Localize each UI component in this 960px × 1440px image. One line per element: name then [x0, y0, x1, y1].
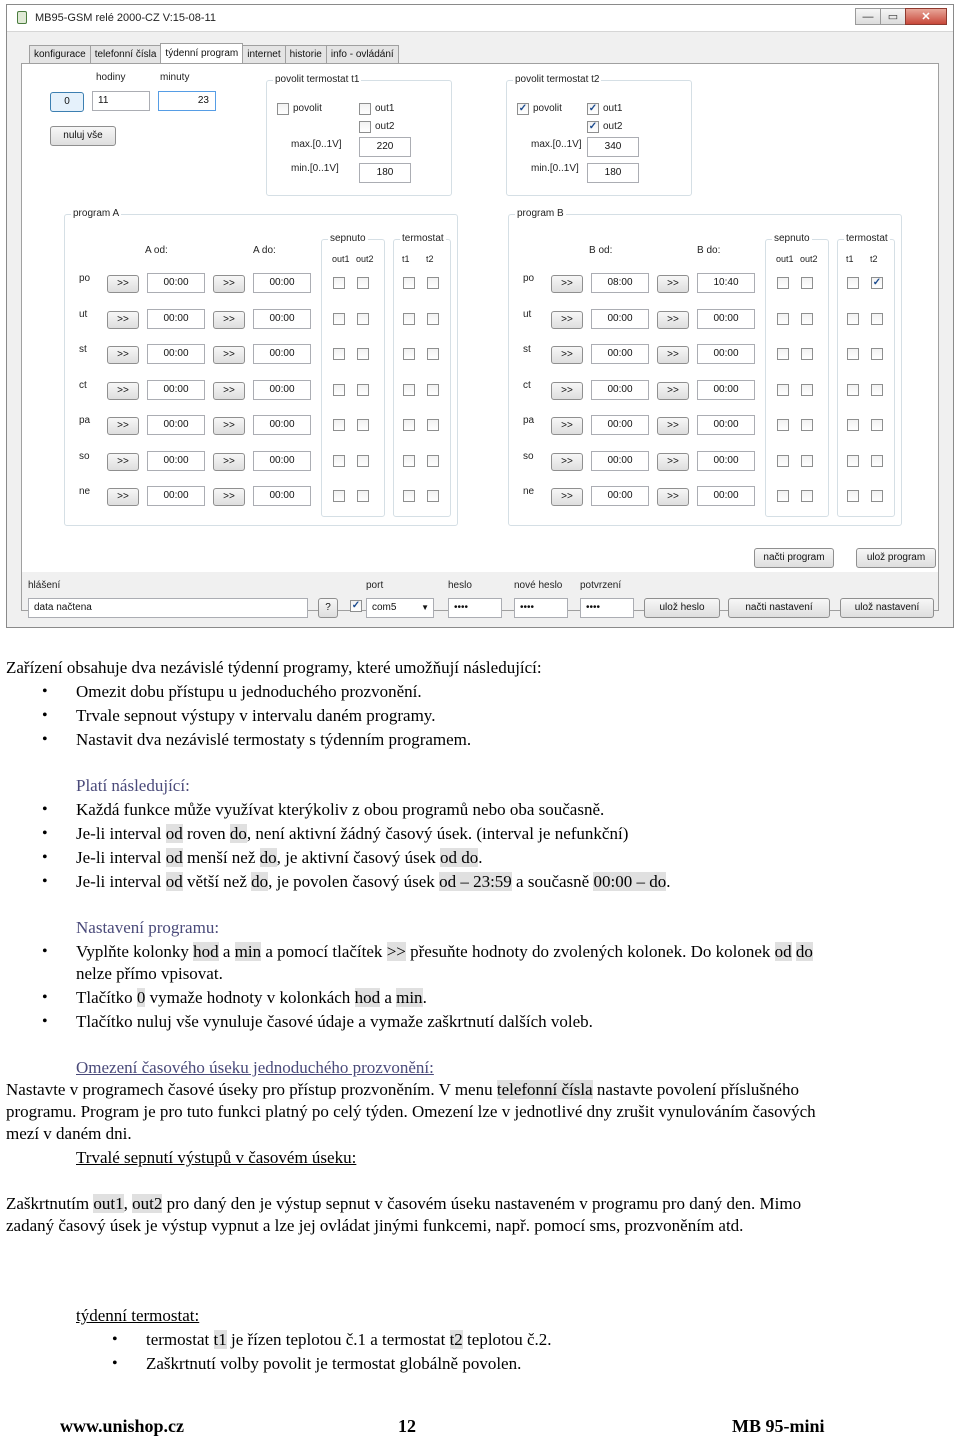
thermostat-t2-min-input[interactable]: 180 [587, 163, 639, 183]
program-a-o2-checkbox[interactable] [357, 455, 369, 467]
tab-strip [29, 43, 398, 63]
program-b-termostat-title: termostat [846, 233, 888, 244]
window-title: MB95-GSM relé 2000-CZ V:15-08-11 [35, 12, 216, 24]
program-b-t1-checkbox[interactable] [847, 455, 859, 467]
program-b-from-input[interactable]: 00:00 [591, 415, 649, 435]
program-a-day-label: so [79, 450, 90, 462]
program-a-out2-col: out2 [356, 254, 374, 264]
program-a-from-input[interactable]: 00:00 [147, 486, 205, 506]
program-a-sepnuto-title: sepnuto [330, 233, 366, 244]
program-b-t1-checkbox[interactable] [847, 419, 859, 431]
thermostat-t2-out1-checkbox[interactable]: ✓ [588, 103, 598, 114]
program-b-from-transfer-button[interactable]: >> [551, 311, 583, 329]
program-a-t2-checkbox[interactable] [427, 490, 439, 502]
minuty-input[interactable]: 23 [158, 91, 216, 111]
nove-heslo-input[interactable]: •••• [514, 598, 568, 618]
program-b-from-transfer-button[interactable]: >> [551, 346, 583, 364]
minimize-button[interactable]: — [855, 8, 881, 25]
thermostat-t2-enable-checkbox[interactable]: ✓ [518, 103, 528, 114]
load-program-button[interactable]: načti program [754, 548, 834, 568]
program-b-from-label: B od: [589, 245, 613, 256]
thermostat-t2-title: povolit termostat t2 [515, 74, 600, 85]
nastaveni-item-1: • Vyplňte kolonky hod a min a pomocí tlačítek >> přesuňte hodnoty do zvolených kolonek. Do kolonek od do [76, 940, 813, 964]
program-a-group [64, 208, 458, 526]
thermostat-t1-title: povolit termostat t1 [275, 74, 360, 85]
program-b-from-transfer-button[interactable]: >> [551, 453, 583, 471]
program-b-out1-col: out1 [776, 254, 794, 264]
program-b-sepnuto-title: sepnuto [774, 233, 810, 244]
program-a-o1-checkbox[interactable] [333, 348, 345, 360]
app-window [6, 4, 954, 628]
zero-button[interactable]: 0 [50, 92, 84, 112]
nastaveni-heading: Nastavení programu: [76, 918, 220, 937]
trvale-line-2: zadaný časový úsek je výstup vypnut a lze jej ovládat jinými funkcemi, např. pomocí sms, prozvoněním atd. [6, 1216, 744, 1235]
program-b-t2-checkbox[interactable] [871, 384, 883, 396]
thermostat-t2-max-label: max.[0..1V] [531, 139, 582, 150]
program-b-to-input[interactable]: 00:00 [697, 380, 755, 400]
program-a-o2-checkbox[interactable] [357, 490, 369, 502]
program-b-t2-checkbox[interactable] [871, 313, 883, 325]
program-b-from-transfer-button[interactable]: >> [551, 417, 583, 435]
program-a-from-transfer-button[interactable]: >> [107, 382, 139, 400]
omezeni-heading: Omezení časového úseku jednoduchého prozvonění: [76, 1058, 434, 1077]
program-b-day-label: ut [523, 308, 532, 320]
program-a-t1-checkbox[interactable] [403, 384, 415, 396]
program-a-t1-checkbox[interactable] [403, 277, 415, 289]
program-a-t2-checkbox[interactable] [427, 277, 439, 289]
nastaveni-item-3: • Tlačítko nuluj vše vynuluje časové údaje a vymaže zaškrtnutí dalších voleb. [76, 1010, 593, 1034]
program-a-o2-checkbox[interactable] [357, 419, 369, 431]
heslo-input[interactable]: •••• [448, 598, 502, 618]
program-a-to-input[interactable]: 00:00 [253, 344, 311, 364]
program-a-from-transfer-button[interactable]: >> [107, 453, 139, 471]
program-b-to-transfer-button[interactable]: >> [657, 311, 689, 329]
program-a-to-transfer-button[interactable]: >> [213, 382, 245, 400]
program-b-o1-checkbox[interactable] [777, 277, 789, 289]
program-b-from-input[interactable]: 00:00 [591, 486, 649, 506]
program-b-to-transfer-button[interactable]: >> [657, 417, 689, 435]
program-b-to-input[interactable]: 10:40 [697, 273, 755, 293]
plati-heading: Platí následující: [76, 776, 190, 795]
plati-item-4: • Je-li interval od větší než do, je povolen časový úsek od – 23:59 a současně 00:00 – do. [76, 870, 670, 894]
tab-tydenni-program[interactable]: týdenní program [160, 43, 243, 63]
program-b-from-input[interactable]: 00:00 [591, 309, 649, 329]
program-a-day-label: ct [79, 379, 87, 391]
tab-info-ovladani[interactable]: info - ovládání [326, 45, 399, 63]
program-b-o2-checkbox[interactable] [801, 313, 813, 325]
thermostat-t2-min-label: min.[0..1V] [531, 163, 579, 174]
program-b-o2-checkbox[interactable] [801, 490, 813, 502]
program-a-t2-checkbox[interactable] [427, 384, 439, 396]
program-b-group [508, 208, 902, 526]
program-b-day-label: ne [523, 486, 535, 497]
program-b-to-input[interactable]: 00:00 [697, 486, 755, 506]
program-b-from-input[interactable]: 00:00 [591, 380, 649, 400]
program-b-o2-checkbox[interactable] [801, 419, 813, 431]
program-a-to-transfer-button[interactable]: >> [213, 275, 245, 293]
program-b-from-input[interactable]: 00:00 [591, 451, 649, 471]
program-b-t2-checkbox[interactable] [871, 490, 883, 502]
hlaseni-field: data načtena [28, 598, 308, 618]
program-a-to-input[interactable]: 00:00 [253, 486, 311, 506]
program-b-from-transfer-button[interactable]: >> [551, 382, 583, 400]
program-b-t1-checkbox[interactable] [847, 490, 859, 502]
program-a-to-input[interactable]: 00:00 [253, 415, 311, 435]
program-a-t1-checkbox[interactable] [403, 419, 415, 431]
program-a-t2-checkbox[interactable] [427, 419, 439, 431]
thermostat-t2-enable-label: povolit [533, 103, 562, 114]
nove-heslo-label: nové heslo [514, 580, 563, 591]
program-b-to-transfer-button[interactable]: >> [657, 382, 689, 400]
port-select[interactable] [366, 598, 434, 618]
footer-product: MB 95-mini [732, 1416, 825, 1436]
weekly-program-page [21, 63, 939, 611]
thermostat-t2-out2-label: out2 [603, 121, 623, 132]
thermostat-t1-max-label: max.[0..1V] [291, 139, 342, 150]
program-b-o2-checkbox[interactable] [801, 384, 813, 396]
help-button[interactable]: ? [318, 598, 338, 618]
program-a-o1-checkbox[interactable] [333, 313, 345, 325]
tab-historie[interactable]: historie [285, 45, 327, 63]
thermostat-t2-max-input[interactable]: 340 [587, 137, 639, 157]
program-a-o2-checkbox[interactable] [357, 277, 369, 289]
program-a-t2-col: t2 [426, 254, 434, 264]
program-b-title: program B [517, 208, 564, 219]
program-b-from-transfer-button[interactable]: >> [551, 488, 583, 506]
program-a-title: program A [73, 208, 120, 219]
thermostat-t2-out2-checkbox[interactable]: ✓ [588, 121, 598, 132]
program-a-from-input[interactable]: 00:00 [147, 415, 205, 435]
program-b-to-transfer-button[interactable]: >> [657, 346, 689, 364]
program-b-t1-col: t1 [846, 254, 854, 264]
program-a-from-input[interactable]: 00:00 [147, 380, 205, 400]
thermostat-t1-enable-checkbox[interactable] [277, 103, 289, 115]
program-a-o1-checkbox[interactable] [333, 455, 345, 467]
program-b-to-input[interactable]: 00:00 [697, 344, 755, 364]
program-a-from-input[interactable]: 00:00 [147, 273, 205, 293]
program-a-o1-checkbox[interactable] [333, 384, 345, 396]
program-a-day-label: ne [79, 486, 91, 497]
plati-item-3: • Je-li interval od menší než do, je aktivní časový úsek od do. [76, 846, 483, 870]
program-b-out2-col: out2 [800, 254, 818, 264]
program-a-from-input[interactable]: 00:00 [147, 451, 205, 471]
program-b-o1-checkbox[interactable] [777, 348, 789, 360]
program-b-t1-checkbox[interactable] [847, 384, 859, 396]
program-a-to-transfer-button[interactable]: >> [213, 488, 245, 506]
plati-item-1: • Každá funkce může využívat kterýkoliv z obou programů nebo oba současně. [76, 798, 604, 822]
intro-text: Zařízení obsahuje dva nezávislé týdenní programy, které umožňují následující: [6, 658, 542, 677]
program-a-to-label: A do: [253, 245, 276, 256]
program-b-day-label: po [523, 273, 535, 284]
close-button[interactable]: ✕ [905, 8, 947, 25]
port-label: port [366, 580, 384, 591]
program-b-to-transfer-button[interactable]: >> [657, 275, 689, 293]
omezeni-line-3: mezí v daném dni. [6, 1124, 132, 1143]
maximize-button[interactable]: ▭ [880, 8, 906, 25]
heslo-label: heslo [448, 580, 472, 591]
nastaveni-item-1-cont: nelze přímo vpisovat. [76, 964, 223, 983]
trvale-heading: Trvalé sepnutí výstupů v časovém úseku: [76, 1148, 357, 1167]
omezeni-line-1: Nastavte v programech časové úseky pro přístup prozvoněním. V menu telefonní čísla nastavte povolení příslušného [6, 1080, 799, 1099]
program-a-from-transfer-button[interactable]: >> [107, 488, 139, 506]
program-a-to-transfer-button[interactable]: >> [213, 311, 245, 329]
program-b-day-label: ct [523, 379, 531, 391]
program-a-to-transfer-button[interactable]: >> [213, 417, 245, 435]
program-a-t1-checkbox[interactable] [403, 455, 415, 467]
program-a-t2-checkbox[interactable] [427, 455, 439, 467]
program-a-sepnuto-group [321, 233, 385, 517]
program-b-sepnuto-group [765, 233, 829, 517]
program-a-termostat-title: termostat [402, 233, 444, 244]
program-b-t2-checkbox[interactable]: ✓ [872, 277, 882, 288]
potvrzeni-input[interactable]: •••• [580, 598, 634, 618]
termostat-heading: týdenní termostat: [76, 1306, 200, 1325]
trvale-line-1: Zaškrtnutím out1, out2 pro daný den je výstup sepnut v časovém úseku nastaveném v programu pro daný den. Mimo [6, 1194, 802, 1213]
save-password-button[interactable]: ulož heslo [644, 598, 720, 618]
program-a-o1-checkbox[interactable] [333, 419, 345, 431]
chevron-down-icon: ▼ [421, 603, 429, 612]
program-b-o1-checkbox[interactable] [777, 313, 789, 325]
tab-internet[interactable]: internet [242, 45, 285, 63]
program-b-o1-checkbox[interactable] [777, 419, 789, 431]
program-a-to-transfer-button[interactable]: >> [213, 346, 245, 364]
program-b-from-transfer-button[interactable]: >> [551, 275, 583, 293]
program-b-to-transfer-button[interactable]: >> [657, 488, 689, 506]
thermostat-t1-group [266, 74, 452, 196]
thermostat-t1-out1-checkbox[interactable] [359, 103, 371, 115]
program-a-t1-checkbox[interactable] [403, 490, 415, 502]
program-b-to-input[interactable]: 00:00 [697, 415, 755, 435]
omezeni-line-2: programu. Program je pro tuto funkci platný po celý týden. Omezení lze v jednotlivé dny zrušit vynulováním časových [6, 1102, 816, 1121]
program-a-t1-checkbox[interactable] [403, 313, 415, 325]
program-a-to-input[interactable]: 00:00 [253, 273, 311, 293]
program-b-t2-checkbox[interactable] [871, 348, 883, 360]
program-b-t2-checkbox[interactable] [871, 455, 883, 467]
program-a-o2-checkbox[interactable] [357, 384, 369, 396]
thermostat-t2-out1-label: out1 [603, 103, 623, 114]
save-settings-button[interactable]: ulož nastavení [840, 598, 934, 618]
program-a-from-input[interactable]: 00:00 [147, 309, 205, 329]
tab-telefonni-cisla[interactable]: telefonní čísla [90, 45, 162, 63]
program-b-from-input[interactable]: 08:00 [591, 273, 649, 293]
load-settings-button[interactable]: načti nastavení [728, 598, 830, 618]
program-b-o2-checkbox[interactable] [801, 348, 813, 360]
potvrzeni-label: potvrzení [580, 580, 622, 591]
program-b-to-input[interactable]: 00:00 [697, 451, 755, 471]
reset-all-button[interactable]: nuluj vše [50, 126, 116, 146]
program-a-from-transfer-button[interactable]: >> [107, 311, 139, 329]
intro-item: • Nastavit dva nezávislé termostaty s týdenním programem. [76, 728, 471, 752]
program-a-day-label: st [79, 344, 87, 355]
program-a-from-transfer-button[interactable]: >> [107, 346, 139, 364]
thermostat-t1-out2-checkbox[interactable] [359, 121, 371, 133]
program-a-out1-col: out1 [332, 254, 350, 264]
program-a-t1-col: t1 [402, 254, 410, 264]
termostat-item-2: • Zaškrtnutí volby povolit je termostat globálně povolen. [146, 1352, 521, 1376]
intro-item: • Trvale sepnout výstupy v intervalu daném programy. [76, 704, 435, 728]
port-value: com5 [372, 602, 397, 613]
footer-website: www.unishop.cz [60, 1416, 185, 1436]
program-b-day-label: so [523, 450, 534, 462]
program-b-t1-checkbox[interactable] [847, 348, 859, 360]
thermostat-t1-out1-label: out1 [375, 103, 395, 114]
program-b-o2-checkbox[interactable] [801, 277, 813, 289]
program-a-termostat-group [393, 233, 451, 517]
thermostat-t1-max-input[interactable]: 220 [359, 137, 411, 157]
program-b-o1-checkbox[interactable] [777, 490, 789, 502]
program-a-day-label: pa [79, 415, 91, 426]
program-b-day-label: st [523, 344, 531, 355]
program-a-o2-checkbox[interactable] [357, 313, 369, 325]
program-a-to-input[interactable]: 00:00 [253, 380, 311, 400]
program-a-to-transfer-button[interactable]: >> [213, 453, 245, 471]
program-a-day-label: po [79, 273, 91, 284]
app-icon [17, 11, 27, 24]
program-b-to-transfer-button[interactable]: >> [657, 453, 689, 471]
program-a-from-label: A od: [145, 245, 168, 256]
program-a-to-input[interactable]: 00:00 [253, 451, 311, 471]
nastaveni-item-2: • Tlačítko 0 vymaže hodnoty v kolonkách hod a min. [76, 986, 427, 1010]
program-a-o1-checkbox[interactable] [333, 490, 345, 502]
title-bar [7, 5, 953, 32]
program-a-from-transfer-button[interactable]: >> [107, 417, 139, 435]
program-b-from-input[interactable]: 00:00 [591, 344, 649, 364]
program-b-termostat-group [837, 233, 895, 517]
program-b-o2-checkbox[interactable] [801, 455, 813, 467]
thermostat-t1-min-input[interactable]: 180 [359, 163, 411, 183]
program-b-o1-checkbox[interactable] [777, 384, 789, 396]
program-b-t2-checkbox[interactable] [871, 419, 883, 431]
minuty-label: minuty [160, 72, 190, 83]
program-b-day-label: pa [523, 415, 535, 426]
thermostat-t2-group [506, 74, 692, 196]
intro-item: • Omezit dobu přístupu u jednoduchého prozvonění. [76, 680, 422, 704]
thermostat-t1-enable-label: povolit [293, 103, 322, 114]
program-a-day-label: ut [79, 308, 88, 320]
termostat-item-1: • termostat t1 je řízen teplotou č.1 a termostat t2 teplotou č.2. [146, 1328, 552, 1352]
thermostat-t1-min-label: min.[0..1V] [291, 163, 339, 174]
program-a-o2-checkbox[interactable] [357, 348, 369, 360]
hodiny-label: hodiny [96, 72, 126, 83]
program-b-t2-col: t2 [870, 254, 878, 264]
program-b-o1-checkbox[interactable] [777, 455, 789, 467]
program-a-t2-checkbox[interactable] [427, 313, 439, 325]
program-a-from-input[interactable]: 00:00 [147, 344, 205, 364]
port-checkbox[interactable]: ✓ [351, 600, 361, 611]
program-b-t1-checkbox[interactable] [847, 313, 859, 325]
thermostat-t1-out2-label: out2 [375, 121, 395, 132]
hodiny-input[interactable]: 11 [92, 91, 150, 111]
program-a-o1-checkbox[interactable] [333, 277, 345, 289]
program-a-to-input[interactable]: 00:00 [253, 309, 311, 329]
program-a-t1-checkbox[interactable] [403, 348, 415, 360]
plati-item-2: • Je-li interval od roven do, není aktivní žádný časový úsek. (interval je nefunkční) [76, 822, 628, 846]
tab-konfigurace[interactable]: konfigurace [29, 45, 91, 63]
program-b-t1-checkbox[interactable] [847, 277, 859, 289]
footer-page-number: 12 [398, 1416, 416, 1436]
program-b-to-label: B do: [697, 245, 721, 256]
program-b-to-input[interactable]: 00:00 [697, 309, 755, 329]
program-a-from-transfer-button[interactable]: >> [107, 275, 139, 293]
save-program-button[interactable]: ulož program [856, 548, 936, 568]
program-a-t2-checkbox[interactable] [427, 348, 439, 360]
hlaseni-label: hlášení [28, 580, 61, 591]
